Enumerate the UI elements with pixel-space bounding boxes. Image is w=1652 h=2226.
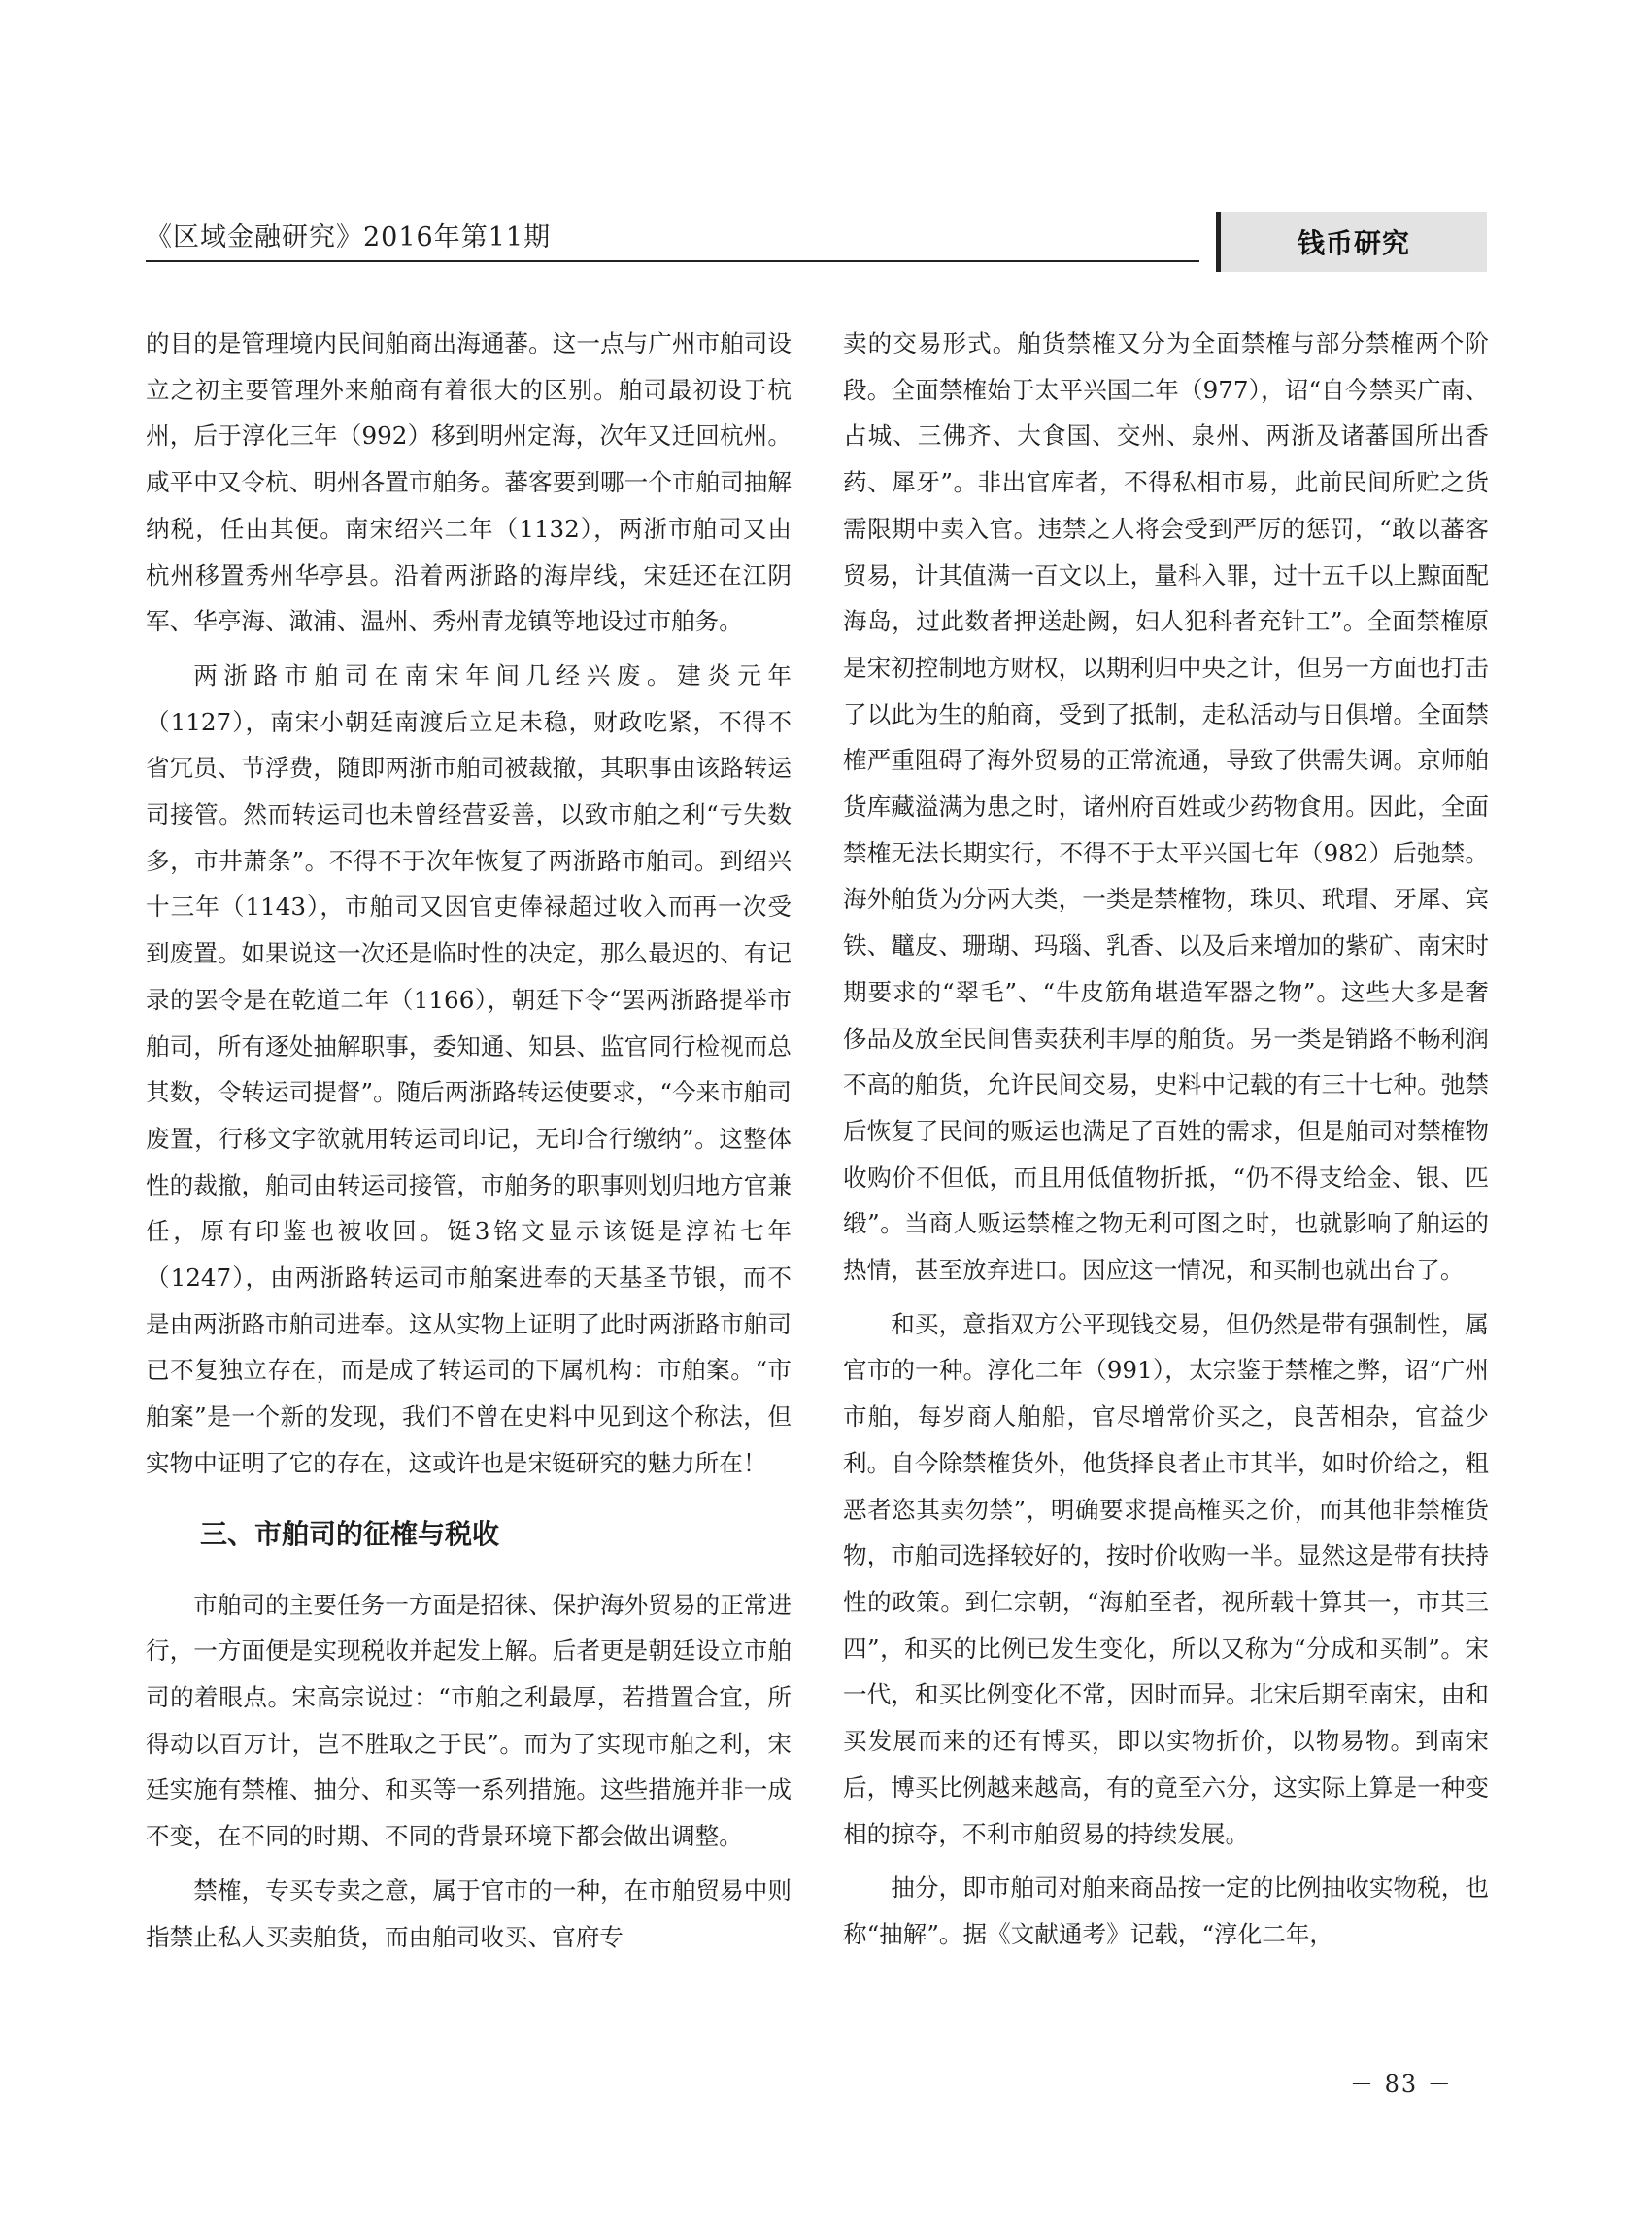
paragraph: 卖的交易形式。舶货禁榷又分为全面禁榷与部分禁榷两个阶段。全面禁榷始于太平兴国二年（977），诏“自今禁买广南、占城、三佛齐、大食国、交州、泉州、两浙及诸蕃国所出香药、犀牙”。非出官库者，不得私相市易，此前民间所贮之货需限期中卖入官。违禁之人将会受到严厉的惩罚，“敢以蕃客贸易，计其值满一百文以上，量科入罪，过十五千以上黥面配海岛，过此数者押送赴阙，妇人犯科者充针工”。全面禁榷原是宋初控制地方财权，以期利归中央之计，但另一方面也打击了以此为生的舶商，受到了抵制，走私活动与日俱增。全面禁榷严重阻碍了海外贸易的正常流通，导致了供需失调。京师舶货库藏溢满为患之时，诸州府百姓或少药物食用。因此，全面禁榷无法长期实行，不得不于太平兴国七年（982）后弛禁。海外舶货为分两大类，一类是禁榷物，珠贝、玳瑁、牙犀、宾铁、鼊皮、珊瑚、玛瑙、乳香、以及后来增加的紫矿、南宋时期要求的“翠毛”、“牛皮筋角堪造军器之物”。这些大多是奢侈品及放至民间售卖获利丰厚的舶货。另一类是销路不畅利润不高的舶货，允许民间交易，史料中记载的有三十七种。弛禁后恢复了民间的贩运也满足了百姓的需求，但是舶司对禁榷物收购价不但低，而且用低值物折抵，“仍不得支给金、银、匹缎”。当商人贩运禁榷之物无利可图之时，也就影响了舶运的热情，甚至放弃进口。因应这一情况，和买制也就出台了。	[843, 329, 1489, 1285]
section-heading: 三、市舶司的征榷与税收	[200, 1517, 500, 1550]
journal-issue-header: 《区域金融研究》2016年第11期	[146, 222, 552, 253]
paragraph: 禁榷，专买专卖之意，属于官市的一种，在市舶贸易中则指禁止私人买卖舶货，而由舶司收买、官府专	[146, 1875, 792, 1951]
left-column	[146, 320, 792, 1968]
header-rule	[146, 260, 1199, 262]
paragraph: 两浙路市舶司在南宋年间几经兴废。建炎元年（1127），南宋小朝廷南渡后立足未稳，财政吃紧，不得不省冗员、节浮费，随即两浙市舶司被裁撤，其职事由该路转运司接管。然而转运司也未曾经营妥善，以致市舶之利“亏失数多，市井萧条”。不得不于次年恢复了两浙路市舶司。到绍兴十三年（1143），市舶司又因官吏俸禄超过收入而再一次受到废置。如果说这一次还是临时性的决定，那么最迟的、有记录的罢令是在乾道二年（1166），朝廷下令“罢两浙路提举市舶司，所有逐处抽解职事，委知通、知县、监官同行检视而总其数，令转运司提督”。随后两浙路转运使要求，“今来市舶司废置，行移文字欲就用转运司印记，无印合行缴纳”。这整体性的裁撤，舶司由转运司接管，市舶务的职事则划归地方官兼任，原有印鉴也被收回。铤3铭文显示该铤是淳祐七年（1247），由两浙路转运司市舶案进奉的天基圣节银，而不是由两浙路市舶司进奉。这从实物上证明了此时两浙路市舶司已不复独立存在，而是成了转运司的下属机构：市舶案。“市舶案”是一个新的发现，我们不曾在史料中见到这个称法，但实物中证明了它的存在，这或许也是宋铤研究的魅力所在！	[146, 660, 792, 1477]
paragraph: 市舶司的主要任务一方面是招徕、保护海外贸易的正常进行，一方面便是实现税收并起发上解。后者更是朝廷设立市舶司的着眼点。宋高宗说过：“市舶之利最厚，若措置合宜，所得动以百万计，岂不胜取之于民”。而为了实现市舶之利，宋廷实施有禁榷、抽分、和买等一系列措施。这些措施并非一成不变，在不同的时期、不同的背景环境下都会做出调整。	[146, 1590, 792, 1851]
right-column	[843, 320, 1489, 1966]
page-number: － 83 －	[1350, 2071, 1453, 2098]
section-tag: 钱币研究	[1216, 212, 1487, 272]
paragraph: 和买，意指双方公平现钱交易，但仍然是带有强制性，属官市的一种。淳化二年（991），太宗鉴于禁榷之弊，诏“广州市舶，每岁商人舶船，官尽增常价买之，良苦相杂，官益少利。自今除禁榷货外，他货择良者止市其半，如时价给之，粗恶者恣其卖勿禁”，明确要求提高榷买之价，而其他非禁榷货物，市舶司选择较好的，按时价收购一半。显然这是带有扶持性的政策。到仁宗朝，“海舶至者，视所载十算其一，市其三四”，和买的比例已发生变化，所以又称为“分成和买制”。宋一代，和买比例变化不常，因时而异。北宋后期至南宋，由和买发展而来的还有博买，即以实物折价，以物易物。到南宋后，博买比例越来越高，有的竟至六分，这实际上算是一种变相的掠夺，不利市舶贸易的持续发展。	[843, 1309, 1489, 1848]
paragraph: 抽分，即市舶司对舶来商品按一定的比例抽收实物税，也称“抽解”。据《文献通考》记载，“淳化二年，	[843, 1873, 1489, 1948]
paragraph: 的目的是管理境内民间舶商出海通蕃。这一点与广州市舶司设立之初主要管理外来舶商有着很大的区别。舶司最初设于杭州，后于淳化三年（992）移到明州定海，次年又迁回杭州。咸平中又令杭、明州各置市舶务。蕃客要到哪一个市舶司抽解纳税，任由其便。南宋绍兴二年（1132），两浙市舶司又由杭州移置秀州华亭县。沿着两浙路的海岸线，宋廷还在江阴军、华亭海、澉浦、温州、秀州青龙镇等地设过市舶务。	[146, 329, 792, 636]
